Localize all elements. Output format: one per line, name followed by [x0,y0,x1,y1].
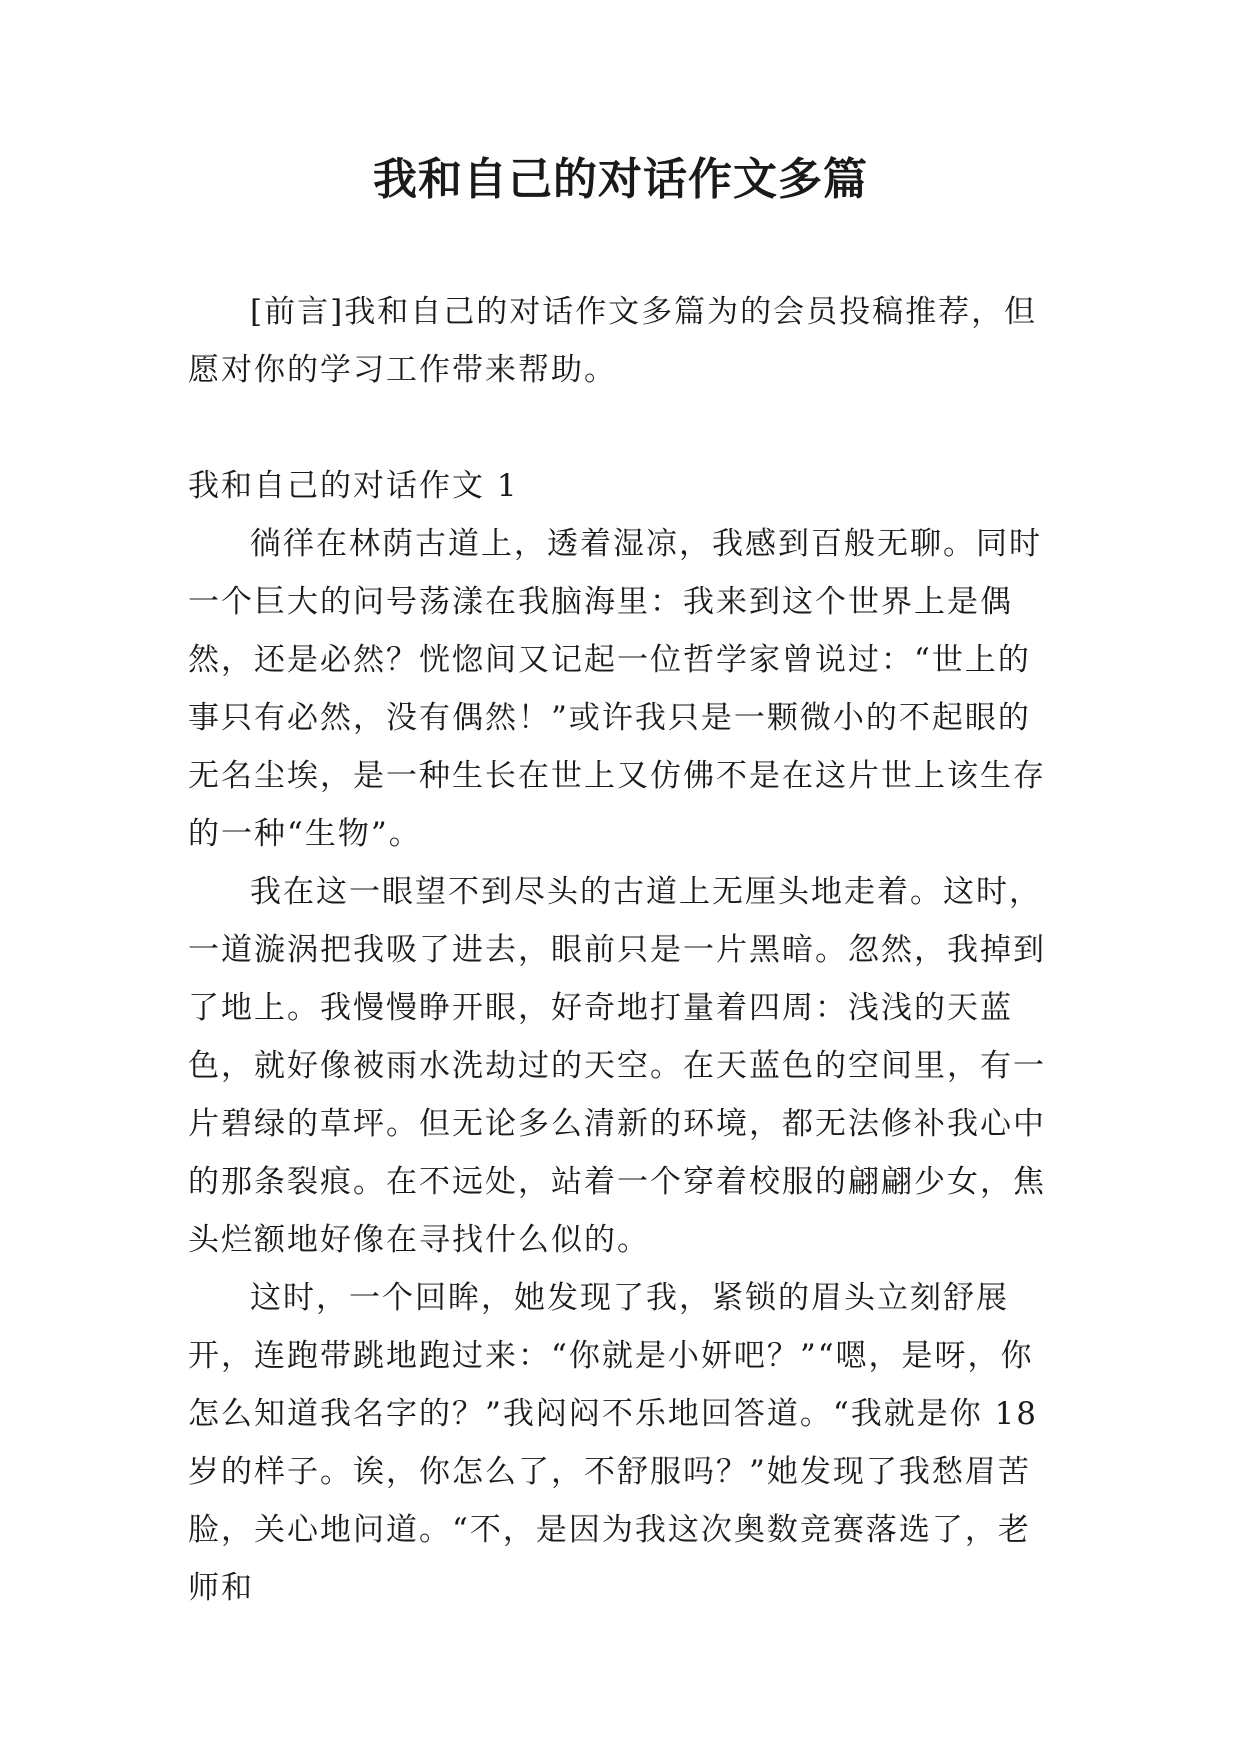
document-title: 我和自己的对话作文多篇 [373,154,868,205]
body-paragraph: 这时，一个回眸，她发现了我，紧锁的眉头立刻舒展开，连跑带跳地跑过来：“你就是小妍吧？”“嗯，是呀，你怎么知道我名字的？”我闷闷不乐地回答道。“我就是你 18 岁的样子。诶，你怎么了，不舒服吗？”她发现了我愁眉苦脸，关心地问道。“不，是因为我这次奥数竞赛落选了，老师和 [188,1280,1038,1606]
section-heading: 我和自己的对话作文 1 [188,468,519,504]
preface-paragraph: [前言]我和自己的对话作文多篇为的会员投稿推荐，但愿对你的学习工作带来帮助。 [188,294,1038,388]
document-body [188,283,1048,1617]
body-paragraph: 我在这一眼望不到尽头的古道上无厘头地走着。这时，一道漩涡把我吸了进去，眼前只是一片黑暗。忽然，我掉到了地上。我慢慢睁开眼，好奇地打量着四周：浅浅的天蓝色，就好像被雨水洗劫过的天空。在天蓝色的空间里，有一片碧绿的草坪。但无论多么清新的环境，都无法修补我心中的那条裂痕。在不远处，站着一个穿着校服的翩翩少女，焦头烂额地好像在寻找什么似的。 [188,874,1046,1258]
body-paragraph: 徜徉在林荫古道上，透着湿凉，我感到百般无聊。同时一个巨大的问号荡漾在我脑海里：我来到这个世界上是偶然，还是必然？恍惚间又记起一位哲学家曾说过：“世上的事只有必然，没有偶然！”或许我只是一颗微小的不起眼的无名尘埃，是一种生长在世上又仿佛不是在这片世上该生存的一种“生物”。 [188,526,1046,852]
section-1 [188,457,1048,1617]
